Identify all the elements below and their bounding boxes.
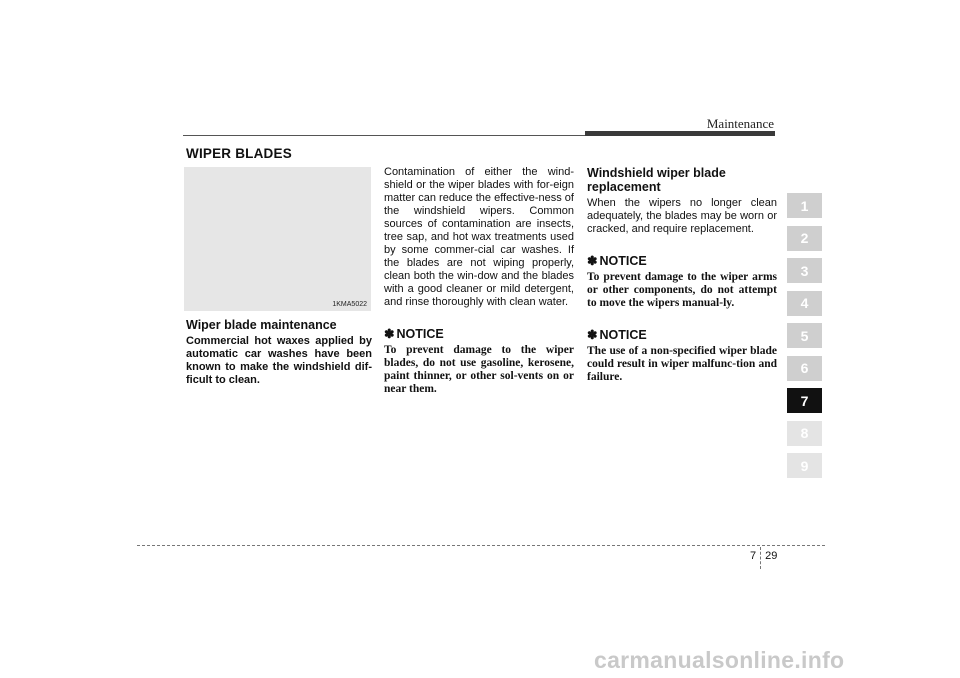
notice-text: The use of a non-specified wiper blade could result in wiper malfunc-tion and failure. [587,345,777,383]
column-2 [384,166,574,396]
chapter-tab-2[interactable]: 2 [787,226,822,251]
chapter-tabs [787,193,822,486]
chapter-tab-3[interactable]: 3 [787,258,822,283]
notice-heading [587,328,777,342]
replacement-body: When the wipers no longer clean adequately, the blades may be worn or cracked, and require replacement. [587,197,777,235]
header-rule-accent [585,131,775,136]
figure-code: 1KMA5022 [332,301,367,308]
section-title: WIPER BLADES [186,146,292,161]
watermark: carmanualsonline.info [594,647,845,673]
chapter-tab-4[interactable]: 4 [787,291,822,316]
chapter-tab-1[interactable]: 1 [787,193,822,218]
notice-label: NOTICE [599,254,647,268]
chapter-tab-9[interactable]: 9 [787,453,822,478]
wiper-figure-image [184,167,371,311]
page-number [750,550,777,572]
notice-star-icon: ✽ [384,327,395,341]
subsection-heading-maintenance: Wiper blade maintenance [186,318,337,332]
notice-star-icon: ✽ [587,254,598,268]
notice-label: NOTICE [396,327,444,341]
subsection-heading-replacement: Windshield wiper blade replacement [587,166,726,194]
chapter-number: 7 [750,550,757,562]
footer-rule [137,545,825,546]
chapter-tab-5[interactable]: 5 [787,323,822,348]
column-1 [186,318,372,387]
notice-label: NOTICE [599,328,647,342]
chapter-tab-6[interactable]: 6 [787,356,822,381]
maintenance-body: Commercial hot waxes applied by automatic car washes have been known to make the windshield dif-ficult to clean. [186,335,372,386]
notice-heading [587,254,777,268]
column-3 [587,166,777,384]
notice-star-icon: ✽ [587,328,598,342]
chapter-tab-7[interactable]: 7 [787,388,822,413]
contamination-body: Contamination of either the wind-shield or the wiper blades with for-eign matter can reduce the effective-ness of the windshield wipers. Common sources of contamination are insects, tree sap, and hot wax treatments used by some commer-cial car washes. If the blades are not wiping properly, clean both the win-dow and the blades with a good cleaner or mild detergent, and rinse thoroughly with clean water. [384,166,574,308]
page-index: 29 [765,550,778,562]
running-header-title: Maintenance [706,116,774,131]
chapter-tab-8[interactable]: 8 [787,421,822,446]
notice-text: To prevent damage to the wiper arms or other components, do not attempt to move the wipers manual-ly. [587,271,777,309]
notice-heading [384,327,574,341]
notice-text: To prevent damage to the wiper blades, do not use gasoline, kerosene, paint thinner, or other sol-vents on or near them. [384,344,574,395]
page-number-divider [760,547,761,569]
